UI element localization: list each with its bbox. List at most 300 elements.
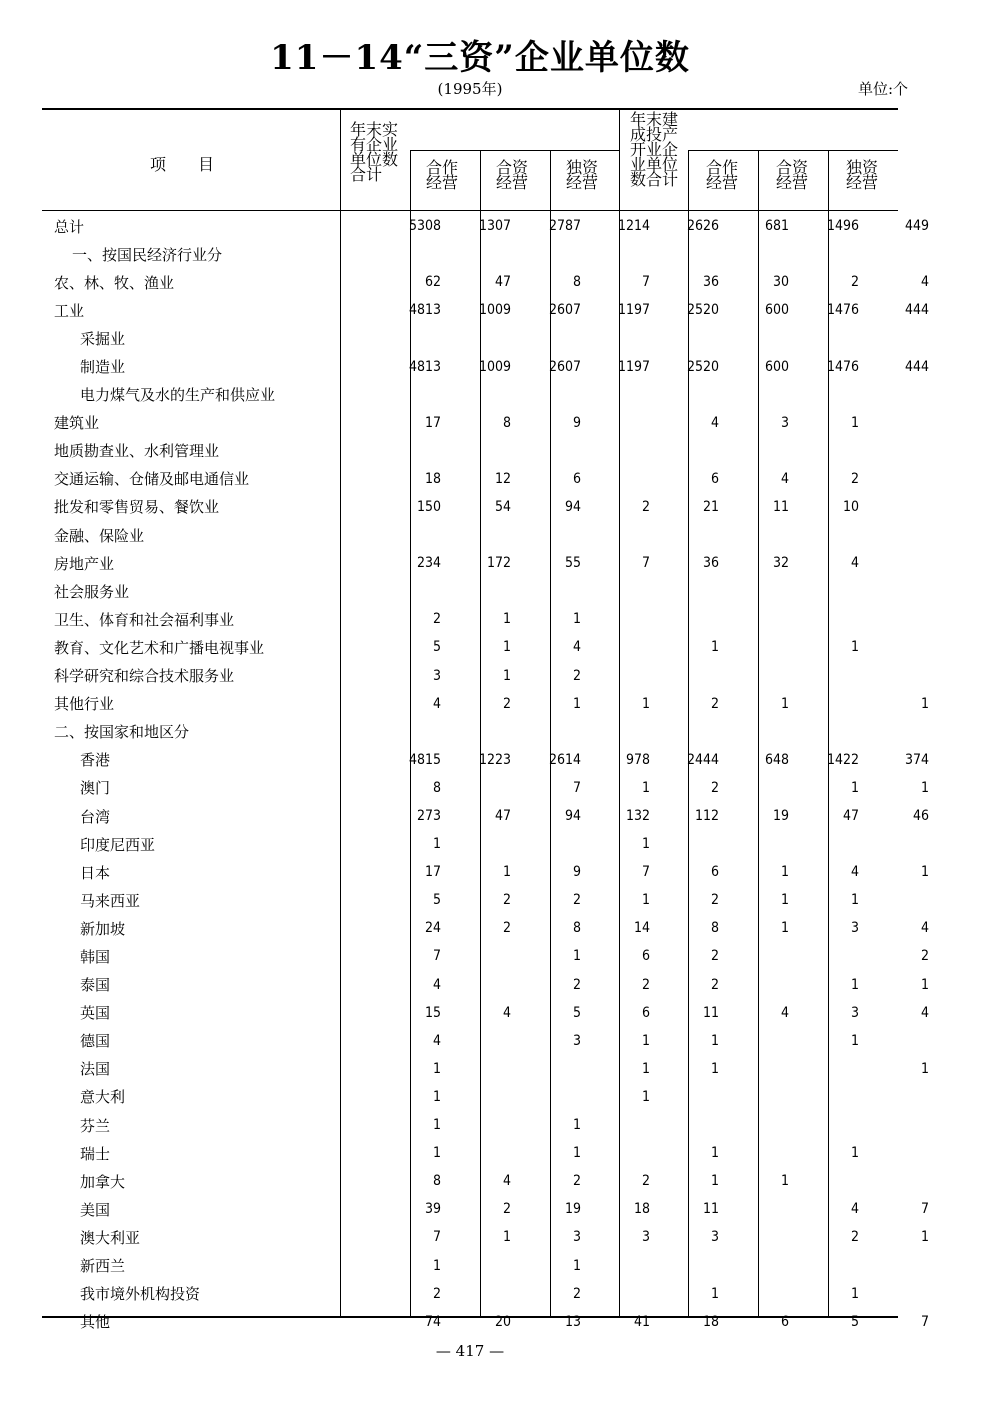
cell-value: 3 bbox=[780, 414, 789, 431]
cell-value: 2 bbox=[641, 976, 650, 993]
cell-value bbox=[793, 381, 863, 409]
cell-value: 1422 bbox=[826, 751, 859, 768]
cell-value: 8 bbox=[432, 1173, 441, 1190]
cell-value: 6 bbox=[572, 470, 581, 487]
cell-value bbox=[445, 577, 515, 605]
row-label: 其他 bbox=[80, 1313, 111, 1332]
cell-value bbox=[793, 830, 863, 858]
cell-value bbox=[445, 1027, 515, 1055]
table-row bbox=[44, 409, 933, 437]
table-row bbox=[44, 324, 933, 352]
cell-value: 1 bbox=[432, 836, 441, 853]
cell-value: 2 bbox=[710, 695, 719, 712]
cell-value bbox=[445, 381, 515, 409]
cell-value: 36 bbox=[702, 555, 719, 572]
cell-value bbox=[863, 409, 933, 437]
cell-value bbox=[445, 1139, 515, 1167]
cell-value: 1 bbox=[920, 695, 929, 712]
row-label: 教育、文化艺术和广播电视事业 bbox=[54, 638, 265, 657]
row-label: 工业 bbox=[54, 301, 85, 320]
row-label: 房地产业 bbox=[54, 554, 115, 573]
cell-value: 19 bbox=[564, 1201, 581, 1218]
cell-value: 1 bbox=[710, 1173, 719, 1190]
page-number: — 417 — bbox=[435, 1342, 505, 1360]
row-label: 韩国 bbox=[80, 947, 111, 966]
cell-value: 47 bbox=[842, 808, 859, 825]
row-label: 社会服务业 bbox=[54, 582, 130, 601]
top-rule bbox=[42, 108, 898, 110]
cell-value: 1 bbox=[920, 779, 929, 796]
table-row bbox=[44, 1223, 933, 1251]
row-label: 地质勘查业、水利管理业 bbox=[54, 442, 220, 461]
cell-value: 1307 bbox=[478, 218, 511, 235]
cell-value bbox=[654, 521, 723, 549]
cell-value bbox=[654, 1251, 723, 1279]
cell-value: 2 bbox=[502, 892, 511, 909]
cell-value: 1 bbox=[641, 779, 650, 796]
table-row bbox=[44, 1280, 933, 1308]
cell-value bbox=[515, 521, 585, 549]
cell-value bbox=[585, 324, 654, 352]
row-label: 总计 bbox=[54, 217, 85, 236]
cell-value bbox=[445, 718, 515, 746]
row-label: 采掘业 bbox=[80, 329, 126, 348]
cell-value: 3 bbox=[850, 1004, 859, 1021]
cell-value bbox=[585, 437, 654, 465]
cell-value: 5 bbox=[850, 1313, 859, 1330]
cell-value: 234 bbox=[416, 555, 441, 572]
cell-value: 7 bbox=[920, 1313, 929, 1330]
cell-value bbox=[793, 324, 863, 352]
cell-value: 444 bbox=[904, 358, 929, 375]
table-row bbox=[44, 1167, 933, 1195]
table-row bbox=[44, 577, 933, 605]
cell-value: 1476 bbox=[826, 358, 859, 375]
row-label: 美国 bbox=[80, 1200, 111, 1219]
cell-value bbox=[375, 521, 445, 549]
cell-value: 4 bbox=[572, 639, 581, 656]
cell-value bbox=[585, 662, 654, 690]
cell-value: 5 bbox=[432, 892, 441, 909]
cell-value bbox=[445, 1083, 515, 1111]
cell-value bbox=[585, 1280, 654, 1308]
cell-value: 1 bbox=[850, 1032, 859, 1049]
row-label: 加拿大 bbox=[80, 1172, 126, 1191]
row-label: 农、林、牧、渔业 bbox=[54, 273, 175, 292]
cell-value: 8 bbox=[572, 274, 581, 291]
cell-value: 2 bbox=[502, 1201, 511, 1218]
cell-value: 94 bbox=[564, 498, 581, 515]
cell-value: 3 bbox=[850, 920, 859, 937]
cell-value bbox=[863, 1139, 933, 1167]
cell-value: 1 bbox=[641, 695, 650, 712]
row-label: 新加坡 bbox=[80, 919, 126, 938]
cell-value bbox=[793, 1083, 863, 1111]
cell-value: 4 bbox=[780, 1004, 789, 1021]
cell-value: 1 bbox=[641, 1088, 650, 1105]
cell-value bbox=[863, 549, 933, 577]
cell-value bbox=[793, 690, 863, 718]
row-label: 英国 bbox=[80, 1004, 111, 1023]
cell-value: 1 bbox=[641, 892, 650, 909]
cell-value bbox=[863, 886, 933, 914]
cell-value bbox=[654, 605, 723, 633]
cell-value: 13 bbox=[564, 1313, 581, 1330]
cell-value: 1 bbox=[641, 1060, 650, 1077]
cell-value: 4 bbox=[850, 1201, 859, 1218]
table-row bbox=[44, 886, 933, 914]
cell-value: 4 bbox=[502, 1173, 511, 1190]
cell-value: 273 bbox=[416, 808, 441, 825]
cell-value: 4 bbox=[432, 976, 441, 993]
cell-value: 8 bbox=[432, 779, 441, 796]
cell-value bbox=[723, 605, 793, 633]
cell-value: 30 bbox=[772, 274, 789, 291]
row-label: 建筑业 bbox=[54, 414, 100, 433]
cell-value bbox=[515, 1055, 585, 1083]
cell-value: 2 bbox=[641, 1173, 650, 1190]
cell-value bbox=[445, 1055, 515, 1083]
cell-value bbox=[515, 324, 585, 352]
cell-value bbox=[515, 830, 585, 858]
cell-value: 150 bbox=[416, 498, 441, 515]
cell-value: 94 bbox=[564, 808, 581, 825]
cell-value: 7 bbox=[641, 274, 650, 291]
cell-value bbox=[375, 718, 445, 746]
cell-value: 2444 bbox=[686, 751, 719, 768]
cell-value: 1 bbox=[850, 639, 859, 656]
cell-value bbox=[654, 830, 723, 858]
group1-rule bbox=[410, 150, 620, 151]
cell-value: 2 bbox=[432, 1285, 441, 1302]
table-row bbox=[44, 437, 933, 465]
cell-value: 19 bbox=[772, 808, 789, 825]
cell-value bbox=[863, 1027, 933, 1055]
row-label: 科学研究和综合技术服务业 bbox=[54, 667, 235, 686]
table-row bbox=[44, 774, 933, 802]
cell-value bbox=[585, 1111, 654, 1139]
cell-value: 32 bbox=[772, 555, 789, 572]
cell-value bbox=[863, 240, 933, 268]
cell-value bbox=[793, 1055, 863, 1083]
table-row bbox=[44, 1055, 933, 1083]
cell-value: 1476 bbox=[826, 302, 859, 319]
cell-value: 600 bbox=[764, 358, 789, 375]
cell-value: 1197 bbox=[617, 358, 650, 375]
cell-value: 7 bbox=[432, 1229, 441, 1246]
header-joint-1: 合资 经营 bbox=[496, 158, 529, 192]
cell-value: 14 bbox=[633, 920, 650, 937]
cell-value: 6 bbox=[780, 1313, 789, 1330]
row-label: 法国 bbox=[80, 1060, 111, 1079]
table-row bbox=[44, 718, 933, 746]
table-row bbox=[44, 746, 933, 774]
table-row bbox=[44, 690, 933, 718]
cell-value: 444 bbox=[904, 302, 929, 319]
cell-value: 5 bbox=[432, 639, 441, 656]
cell-value: 54 bbox=[494, 498, 511, 515]
cell-value: 2 bbox=[920, 948, 929, 965]
cell-value: 8 bbox=[572, 920, 581, 937]
cell-value bbox=[723, 1280, 793, 1308]
cell-value bbox=[375, 240, 445, 268]
cell-value bbox=[654, 324, 723, 352]
row-label: 电力煤气及水的生产和供应业 bbox=[80, 386, 276, 405]
cell-value bbox=[863, 465, 933, 493]
cell-value bbox=[863, 633, 933, 661]
cell-value bbox=[723, 1139, 793, 1167]
cell-value: 1223 bbox=[478, 751, 511, 768]
cell-value bbox=[375, 577, 445, 605]
cell-value bbox=[793, 662, 863, 690]
cell-value: 2607 bbox=[548, 358, 581, 375]
cell-value: 5308 bbox=[408, 218, 441, 235]
cell-value: 39 bbox=[424, 1201, 441, 1218]
cell-value bbox=[863, 605, 933, 633]
row-label: 印度尼西亚 bbox=[80, 835, 156, 854]
cell-value: 18 bbox=[633, 1201, 650, 1218]
cell-value: 2 bbox=[850, 1229, 859, 1246]
cell-value bbox=[515, 437, 585, 465]
cell-value: 1 bbox=[572, 948, 581, 965]
header-item: 项 目 bbox=[150, 155, 215, 174]
cell-value bbox=[863, 662, 933, 690]
cell-value: 2 bbox=[572, 976, 581, 993]
cell-value: 4 bbox=[432, 1032, 441, 1049]
cell-value bbox=[585, 381, 654, 409]
cell-value: 4813 bbox=[408, 302, 441, 319]
table-row bbox=[44, 802, 933, 830]
cell-value: 2787 bbox=[548, 218, 581, 235]
row-label: 新西兰 bbox=[80, 1257, 126, 1276]
cell-value: 74 bbox=[424, 1313, 441, 1330]
row-label: 金融、保险业 bbox=[54, 526, 145, 545]
cell-value: 41 bbox=[633, 1313, 650, 1330]
cell-value bbox=[793, 942, 863, 970]
cell-value: 11 bbox=[702, 1004, 719, 1021]
cell-value: 2 bbox=[850, 470, 859, 487]
cell-value: 2 bbox=[572, 1285, 581, 1302]
cell-value: 10 bbox=[842, 498, 859, 515]
cell-value: 4 bbox=[920, 1004, 929, 1021]
cell-value bbox=[723, 381, 793, 409]
cell-value: 46 bbox=[912, 808, 929, 825]
cell-value: 6 bbox=[710, 470, 719, 487]
cell-value: 1 bbox=[572, 1145, 581, 1162]
cell-value: 62 bbox=[424, 274, 441, 291]
header-sole-1: 独资 经营 bbox=[566, 158, 599, 192]
cell-value: 11 bbox=[702, 1201, 719, 1218]
cell-value bbox=[723, 521, 793, 549]
cell-value bbox=[863, 718, 933, 746]
cell-value: 4 bbox=[920, 274, 929, 291]
row-label: 香港 bbox=[80, 751, 111, 770]
page-title: 11－14“三资”企业单位数 bbox=[270, 38, 690, 78]
table-row bbox=[44, 1251, 933, 1279]
cell-value: 1 bbox=[641, 1032, 650, 1049]
cell-value bbox=[515, 718, 585, 746]
cell-value: 2520 bbox=[686, 358, 719, 375]
cell-value bbox=[863, 521, 933, 549]
cell-value: 3 bbox=[710, 1229, 719, 1246]
table-row bbox=[44, 465, 933, 493]
cell-value: 4 bbox=[432, 695, 441, 712]
row-label: 芬兰 bbox=[80, 1116, 111, 1135]
cell-value bbox=[654, 662, 723, 690]
cell-value: 18 bbox=[702, 1313, 719, 1330]
cell-value bbox=[793, 1167, 863, 1195]
row-label: 其他行业 bbox=[54, 695, 115, 714]
cell-value: 1496 bbox=[826, 218, 859, 235]
cell-value bbox=[585, 521, 654, 549]
table-row bbox=[44, 268, 933, 296]
cell-value bbox=[723, 1223, 793, 1251]
cell-value: 1 bbox=[432, 1257, 441, 1274]
cell-value bbox=[723, 577, 793, 605]
cell-value bbox=[585, 605, 654, 633]
cell-value bbox=[863, 1251, 933, 1279]
cell-value: 449 bbox=[904, 218, 929, 235]
cell-value bbox=[445, 1111, 515, 1139]
cell-value bbox=[445, 240, 515, 268]
cell-value: 6 bbox=[641, 1004, 650, 1021]
cell-value: 1 bbox=[710, 1060, 719, 1077]
cell-value bbox=[375, 381, 445, 409]
cell-value bbox=[723, 830, 793, 858]
cell-value bbox=[585, 240, 654, 268]
cell-value: 4815 bbox=[408, 751, 441, 768]
table-row bbox=[44, 830, 933, 858]
cell-value: 3 bbox=[432, 667, 441, 684]
cell-value bbox=[863, 830, 933, 858]
cell-value: 2 bbox=[502, 695, 511, 712]
cell-value: 1 bbox=[572, 1117, 581, 1134]
cell-value bbox=[654, 1111, 723, 1139]
cell-value bbox=[654, 718, 723, 746]
cell-value bbox=[723, 942, 793, 970]
header-total-existing: 年末实 有企业 单位数 合计 bbox=[350, 120, 399, 184]
cell-value bbox=[445, 774, 515, 802]
cell-value: 6 bbox=[710, 864, 719, 881]
cell-value: 1 bbox=[572, 695, 581, 712]
cell-value bbox=[723, 971, 793, 999]
cell-value bbox=[863, 1280, 933, 1308]
row-label: 澳门 bbox=[80, 779, 111, 798]
cell-value: 1 bbox=[502, 639, 511, 656]
cell-value: 24 bbox=[424, 920, 441, 937]
cell-value: 2 bbox=[710, 948, 719, 965]
cell-value bbox=[585, 409, 654, 437]
cell-value: 2 bbox=[710, 892, 719, 909]
cell-value: 1 bbox=[920, 976, 929, 993]
table-row bbox=[44, 212, 933, 240]
header-sole-2: 独资 经营 bbox=[846, 158, 879, 192]
cell-value: 4 bbox=[920, 920, 929, 937]
cell-value bbox=[723, 718, 793, 746]
cell-value bbox=[585, 465, 654, 493]
cell-value: 1197 bbox=[617, 302, 650, 319]
cell-value: 1 bbox=[432, 1088, 441, 1105]
cell-value: 1 bbox=[432, 1117, 441, 1134]
cell-value: 11 bbox=[772, 498, 789, 515]
cell-value: 3 bbox=[572, 1032, 581, 1049]
cell-value bbox=[723, 1027, 793, 1055]
cell-value bbox=[723, 240, 793, 268]
cell-value: 3 bbox=[572, 1229, 581, 1246]
cell-value: 1009 bbox=[478, 302, 511, 319]
cell-value bbox=[654, 240, 723, 268]
cell-value: 1 bbox=[572, 1257, 581, 1274]
cell-value: 3 bbox=[641, 1229, 650, 1246]
cell-value bbox=[515, 577, 585, 605]
cell-value bbox=[863, 1083, 933, 1111]
header-total-built: 年末建 成投产 开业企 业单位 数合计 bbox=[630, 110, 679, 189]
data-table bbox=[44, 212, 933, 1336]
cell-value bbox=[445, 1280, 515, 1308]
cell-value: 17 bbox=[424, 414, 441, 431]
cell-value bbox=[723, 774, 793, 802]
cell-value bbox=[445, 942, 515, 970]
cell-value: 7 bbox=[432, 948, 441, 965]
cell-value: 1 bbox=[850, 976, 859, 993]
table-row bbox=[44, 942, 933, 970]
cell-value: 1 bbox=[920, 864, 929, 881]
cell-value: 7 bbox=[641, 555, 650, 572]
cell-value bbox=[375, 437, 445, 465]
table-row bbox=[44, 493, 933, 521]
cell-value bbox=[445, 1251, 515, 1279]
cell-value bbox=[793, 1251, 863, 1279]
cell-value: 1 bbox=[780, 892, 789, 909]
table-row bbox=[44, 521, 933, 549]
cell-value: 4 bbox=[780, 470, 789, 487]
cell-value: 2 bbox=[572, 892, 581, 909]
cell-value bbox=[723, 437, 793, 465]
row-label: 澳大利亚 bbox=[80, 1228, 141, 1247]
cell-value bbox=[793, 521, 863, 549]
row-label: 一、按国民经济行业分 bbox=[72, 245, 223, 264]
table-row bbox=[44, 549, 933, 577]
cell-value: 4 bbox=[850, 555, 859, 572]
table-row bbox=[44, 1111, 933, 1139]
cell-value bbox=[863, 381, 933, 409]
cell-value bbox=[654, 381, 723, 409]
cell-value: 2 bbox=[641, 498, 650, 515]
cell-value: 5 bbox=[572, 1004, 581, 1021]
cell-value: 4 bbox=[710, 414, 719, 431]
cell-value bbox=[723, 662, 793, 690]
group2-rule bbox=[688, 150, 898, 151]
cell-value bbox=[445, 521, 515, 549]
cell-value: 648 bbox=[764, 751, 789, 768]
cell-value: 1 bbox=[920, 1060, 929, 1077]
cell-value bbox=[515, 1083, 585, 1111]
cell-value bbox=[723, 1251, 793, 1279]
cell-value: 1 bbox=[850, 414, 859, 431]
cell-value: 132 bbox=[625, 808, 650, 825]
cell-value bbox=[863, 577, 933, 605]
cell-value: 978 bbox=[625, 751, 650, 768]
cell-value: 7 bbox=[572, 779, 581, 796]
cell-value: 1 bbox=[710, 1032, 719, 1049]
cell-value bbox=[723, 633, 793, 661]
cell-value: 1 bbox=[780, 1173, 789, 1190]
table-row bbox=[44, 662, 933, 690]
cell-value: 20 bbox=[494, 1313, 511, 1330]
cell-value: 12 bbox=[494, 470, 511, 487]
cell-value: 6 bbox=[641, 948, 650, 965]
cell-value bbox=[585, 718, 654, 746]
